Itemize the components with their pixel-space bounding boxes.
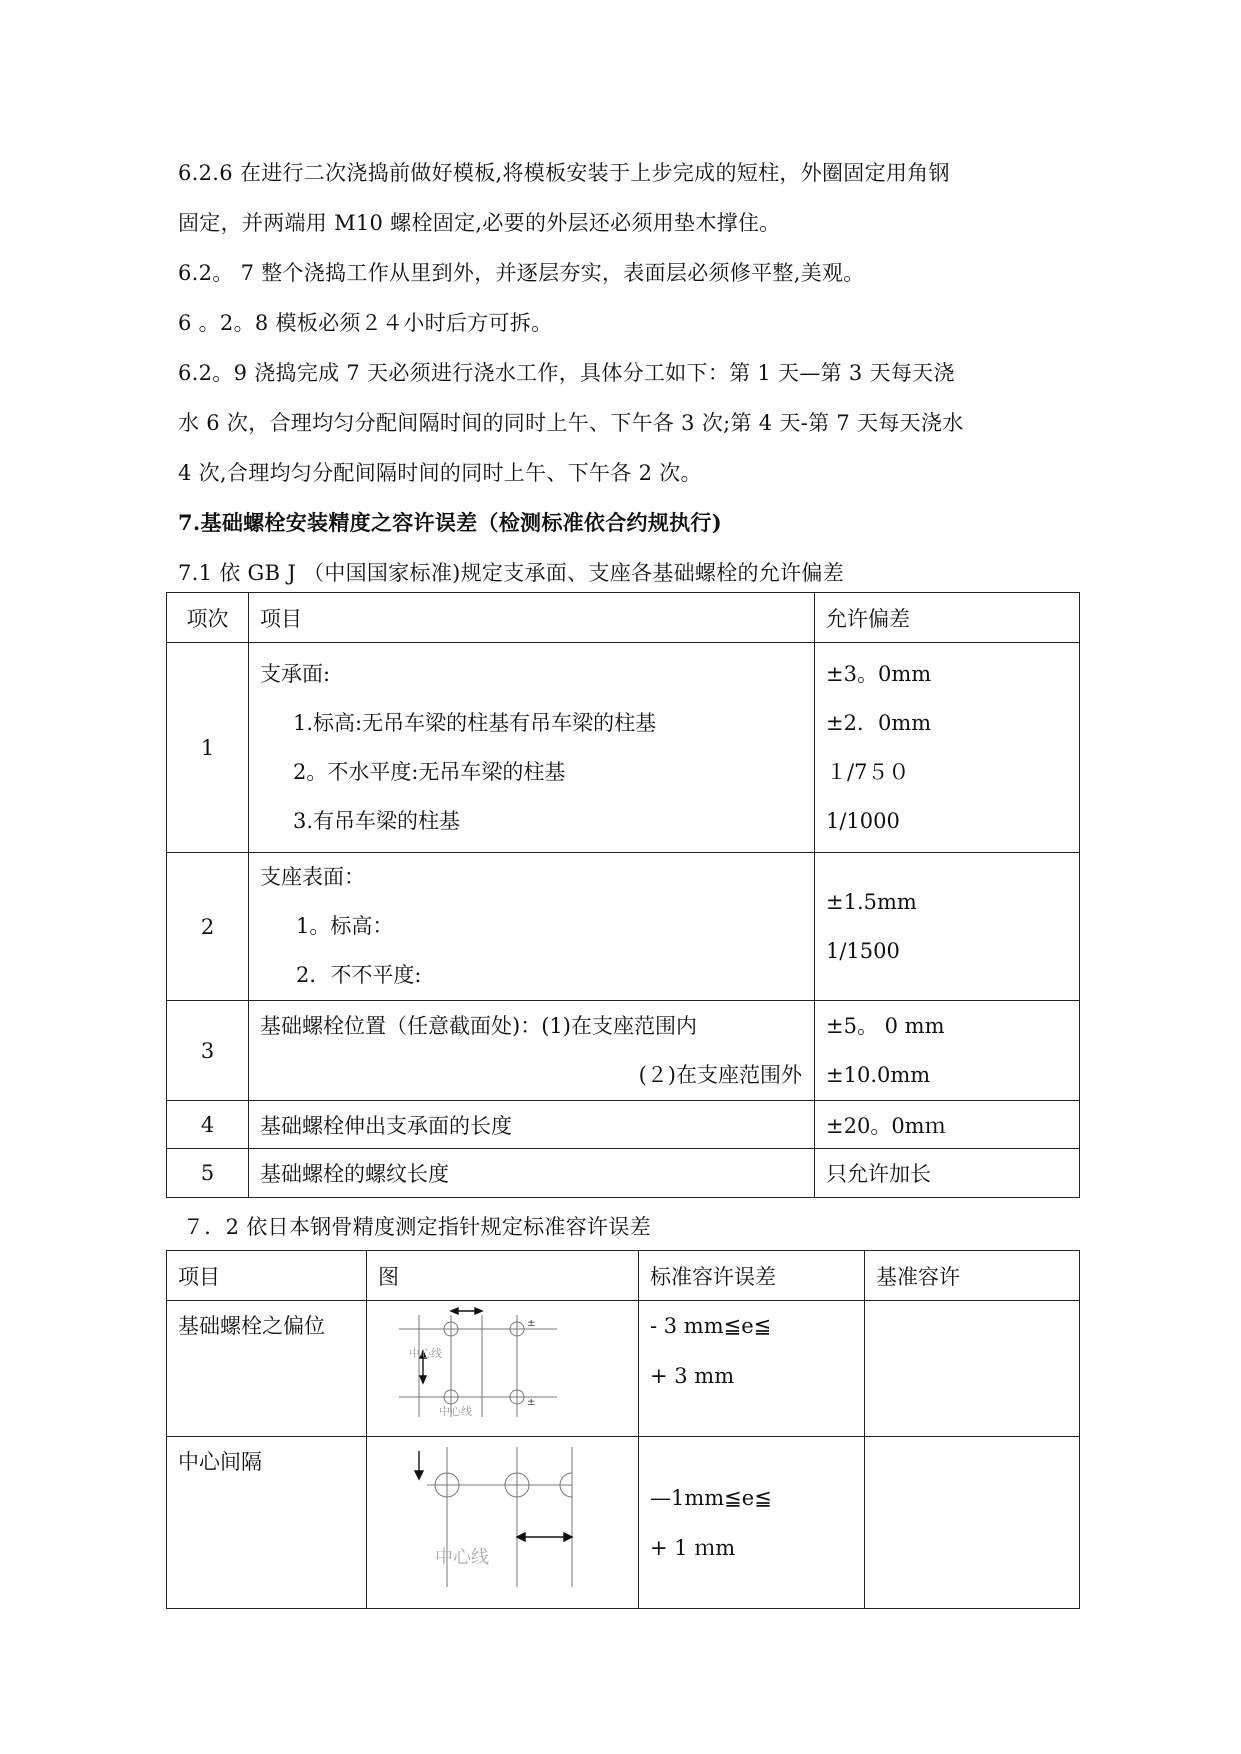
- row-number: 2: [167, 853, 249, 1001]
- figure-cell: [367, 1301, 639, 1437]
- item-label: 中心间隔: [178, 1450, 262, 1474]
- tolerance-line: ±1.5mm: [826, 889, 917, 914]
- tolerance-line: —1mm≦e≦: [650, 1485, 772, 1510]
- item-line: 1。标高：: [296, 914, 394, 938]
- item-line: 1.标高:无吊车梁的柱基有吊车梁的柱基: [293, 710, 657, 735]
- table-row: [167, 853, 1080, 1001]
- tolerance-line: ±10.0mm: [826, 1062, 931, 1087]
- paragraph-6-2-6-line2: 固定，并两端用 M10 螺栓固定,必要的外层还必须用垫木撑住。: [178, 211, 781, 235]
- header-item: 项目: [249, 593, 815, 643]
- table-row: [167, 1001, 1080, 1101]
- item-line: 2．不不平度:: [296, 963, 422, 987]
- row-tolerances: [815, 643, 1080, 853]
- tolerance-line: 1/1500: [826, 938, 900, 963]
- row-number: 1: [167, 643, 249, 853]
- item-line: (２)在支座范围外: [638, 1062, 802, 1087]
- table-header-row: [167, 1251, 1080, 1301]
- item-line: 2。不水平度:无吊车梁的柱基: [293, 759, 566, 784]
- paragraph-6-2-9-line2: 水 6 次，合理均匀分配间隔时间的同时上午、下午各 3 次;第 4 天-第 7 天每天浇水: [178, 411, 964, 435]
- bolt-offset-diagram: [367, 1301, 639, 1431]
- row-items: [249, 853, 815, 1001]
- tolerance-line: - 3 mm≦e≦: [650, 1314, 772, 1338]
- tolerance-line: ±2．0mm: [826, 710, 932, 735]
- tolerance-line: ±3。0mm: [826, 661, 932, 686]
- table-row: [167, 1149, 1080, 1198]
- row-base-tolerance: [865, 1301, 1080, 1437]
- tolerance-line: + 3 mm: [650, 1364, 735, 1388]
- row-item: [167, 1437, 367, 1609]
- table-row: [167, 643, 1080, 853]
- center-line-label: 中心线: [409, 1347, 442, 1360]
- row-tolerance: 只允许加长: [815, 1149, 1080, 1198]
- row-item: [167, 1301, 367, 1437]
- paragraph-6-2-8: 6 。2。8 模板必须２４小时后方可拆。: [178, 311, 553, 335]
- paragraph-6-2-9-line1: 6.2。9 浇捣完成 7 天必须进行浇水工作，具体分工如下：第 1 天—第 3 天每天浇: [178, 361, 955, 385]
- figure-cell: [367, 1437, 639, 1609]
- center-spacing-diagram: [367, 1437, 639, 1603]
- paragraph-6-2-6-line1: 6.2.6 在进行二次浇捣前做好模板,将模板安装于上步完成的短柱，外圈固定用角钢: [178, 161, 950, 185]
- table-row: [167, 1437, 1080, 1609]
- paragraph-6-2-7: 6.2。 7 整个浇捣工作从里到外，并逐层夯实，表面层必须修平整,美观。: [178, 261, 865, 285]
- row-number: 5: [167, 1149, 249, 1198]
- tolerance-line: + 1 ｍm: [650, 1535, 736, 1560]
- row-tolerances: [815, 1001, 1080, 1101]
- row-item: 基础螺栓的螺纹长度: [249, 1149, 815, 1198]
- row-number: 3: [167, 1001, 249, 1101]
- header-figure: 图: [367, 1251, 639, 1301]
- tolerance-line: ±5。 0 mm: [826, 1013, 945, 1038]
- row-item: 基础螺栓伸出支承面的长度: [249, 1101, 815, 1149]
- section-7-heading: 7.基础螺栓安装精度之容许误差（检测标准依合约规执行): [178, 510, 722, 535]
- item-line: 3.有吊车梁的柱基: [293, 808, 461, 833]
- tolerance-line: １/7５０: [826, 759, 910, 784]
- row-number: 4: [167, 1101, 249, 1149]
- header-standard-tolerance: 标准容许误差: [639, 1251, 865, 1301]
- item-line: 基础螺栓位置（任意截面处)：(1)在支座范围内: [260, 1013, 697, 1038]
- header-item-no: 项次: [167, 593, 249, 643]
- row-tolerances: [815, 853, 1080, 1001]
- center-line-label: 中心线: [435, 1547, 489, 1568]
- paragraph-6-2-9-line3: 4 次,合理均匀分配间隔时间的同时上午、下午各 2 次。: [178, 461, 702, 485]
- plus-minus-label: ±: [527, 1397, 536, 1408]
- table-row: [167, 1101, 1080, 1149]
- item-label: 基础螺栓之偏位: [178, 1314, 325, 1338]
- row-tolerance: [639, 1437, 865, 1609]
- item-line: 支承面:: [260, 661, 331, 686]
- section-7-2-heading: ７．2 依日本钢骨精度测定指针规定标准容许误差: [183, 1215, 651, 1239]
- row-tolerance: [639, 1301, 865, 1437]
- header-item: 项目: [167, 1251, 367, 1301]
- tolerance-table-japan: [166, 1250, 1080, 1609]
- plus-minus-label: ±: [527, 1318, 536, 1329]
- center-line-label: 中心线: [439, 1405, 472, 1418]
- item-line: 支座表面：: [260, 865, 365, 889]
- row-base-tolerance: [865, 1437, 1080, 1609]
- row-items: [249, 1001, 815, 1101]
- tolerance-line: 1/1000: [826, 808, 900, 833]
- section-7-1-heading: 7.1 依 GB J （中国国家标准)规定支承面、支座各基础螺栓的允许偏差: [178, 561, 845, 585]
- table-row: [167, 1301, 1080, 1437]
- header-tolerance: 允许偏差: [815, 593, 1080, 643]
- row-items: [249, 643, 815, 853]
- header-base-tolerance: 基准容许: [865, 1251, 1080, 1301]
- table-header-row: [167, 593, 1080, 643]
- tolerance-table-gbj: [166, 592, 1080, 1198]
- row-tolerance: ±20。0mｍ: [815, 1101, 1080, 1149]
